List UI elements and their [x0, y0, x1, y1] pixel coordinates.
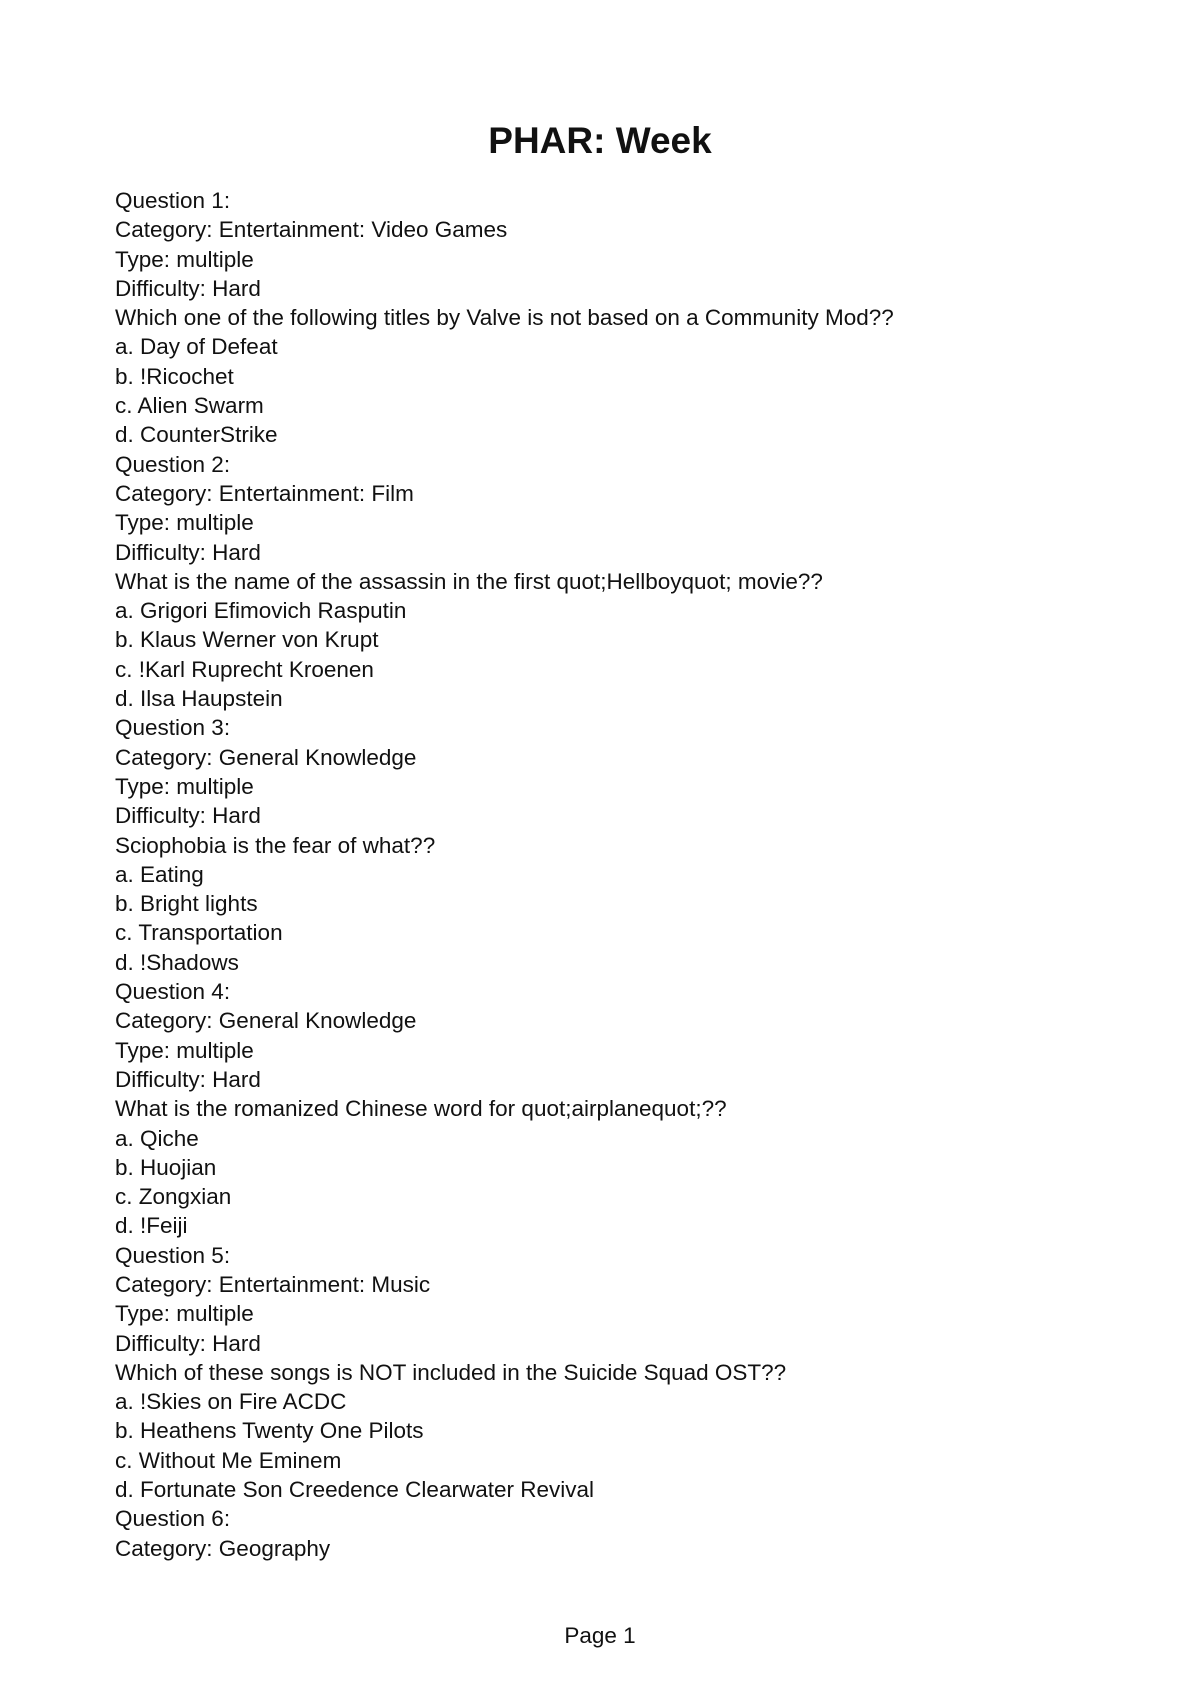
page-number: Page 1 [564, 1623, 636, 1648]
question-number: Question 5: [115, 1242, 231, 1268]
answer-option: c. Alien Swarm [115, 393, 264, 419]
question-list [115, 186, 1115, 1563]
question-category: Category: Geography [115, 1535, 331, 1561]
question-text: Which of these songs is NOT included in the Suicide Squad OST?? [115, 1359, 787, 1385]
question-text: What is the romanized Chinese word for quot;airplanequot;?? [115, 1096, 727, 1122]
answer-option: c. Zongxian [115, 1184, 232, 1210]
answer-option: b. !Ricochet [115, 363, 234, 389]
answer-option: a. Qiche [115, 1125, 199, 1151]
question-number: Question 3: [115, 715, 231, 741]
question-type: Type: multiple [115, 246, 254, 272]
question-category: Category: Entertainment: Film [115, 480, 414, 506]
answer-option: d. Ilsa Haupstein [115, 686, 283, 712]
answer-option: d. Fortunate Son Creedence Clearwater Revival [115, 1477, 594, 1503]
question-difficulty: Difficulty: Hard [115, 803, 261, 829]
question-category: Category: General Knowledge [115, 744, 417, 770]
question-text: What is the name of the assassin in the first quot;Hellboyquot; movie?? [115, 568, 823, 594]
answer-option: a. Day of Defeat [115, 334, 278, 360]
question-difficulty: Difficulty: Hard [115, 1066, 261, 1092]
answer-option: a. Grigori Efimovich Rasputin [115, 598, 407, 624]
question-type: Type: multiple [115, 1037, 254, 1063]
question-category: Category: Entertainment: Video Games [115, 217, 508, 243]
question-difficulty: Difficulty: Hard [115, 275, 261, 301]
question-number: Question 1: [115, 188, 231, 213]
question-type: Type: multiple [115, 773, 254, 799]
question-text: Sciophobia is the fear of what?? [115, 832, 436, 858]
question-type: Type: multiple [115, 510, 254, 536]
question-difficulty: Difficulty: Hard [115, 1330, 261, 1356]
question-category: Category: General Knowledge [115, 1008, 417, 1034]
question-text: Which one of the following titles by Valve is not based on a Community Mod?? [115, 305, 894, 331]
answer-option: d. !Feiji [115, 1213, 188, 1239]
answer-option: b. Bright lights [115, 891, 258, 917]
answer-option: a. !Skies on Fire ACDC [115, 1389, 347, 1415]
question-difficulty: Difficulty: Hard [115, 539, 261, 565]
answer-option: b. Heathens Twenty One Pilots [115, 1418, 424, 1444]
question-number: Question 2: [115, 451, 231, 477]
answer-option: b. Klaus Werner von Krupt [115, 627, 379, 653]
answer-option: c. Transportation [115, 920, 283, 946]
answer-option: b. Huojian [115, 1154, 217, 1180]
question-number: Question 6: [115, 1506, 231, 1532]
question-number: Question 4: [115, 979, 231, 1005]
answer-option: a. Eating [115, 861, 204, 887]
page-title: PHAR: Week [488, 120, 712, 161]
question-category: Category: Entertainment: Music [115, 1271, 431, 1297]
answer-option: c. !Karl Ruprecht Kroenen [115, 656, 374, 682]
answer-option: c. Without Me Eminem [115, 1447, 342, 1473]
answer-option: d. CounterStrike [115, 422, 278, 448]
question-type: Type: multiple [115, 1301, 254, 1327]
answer-option: d. !Shadows [115, 949, 239, 975]
